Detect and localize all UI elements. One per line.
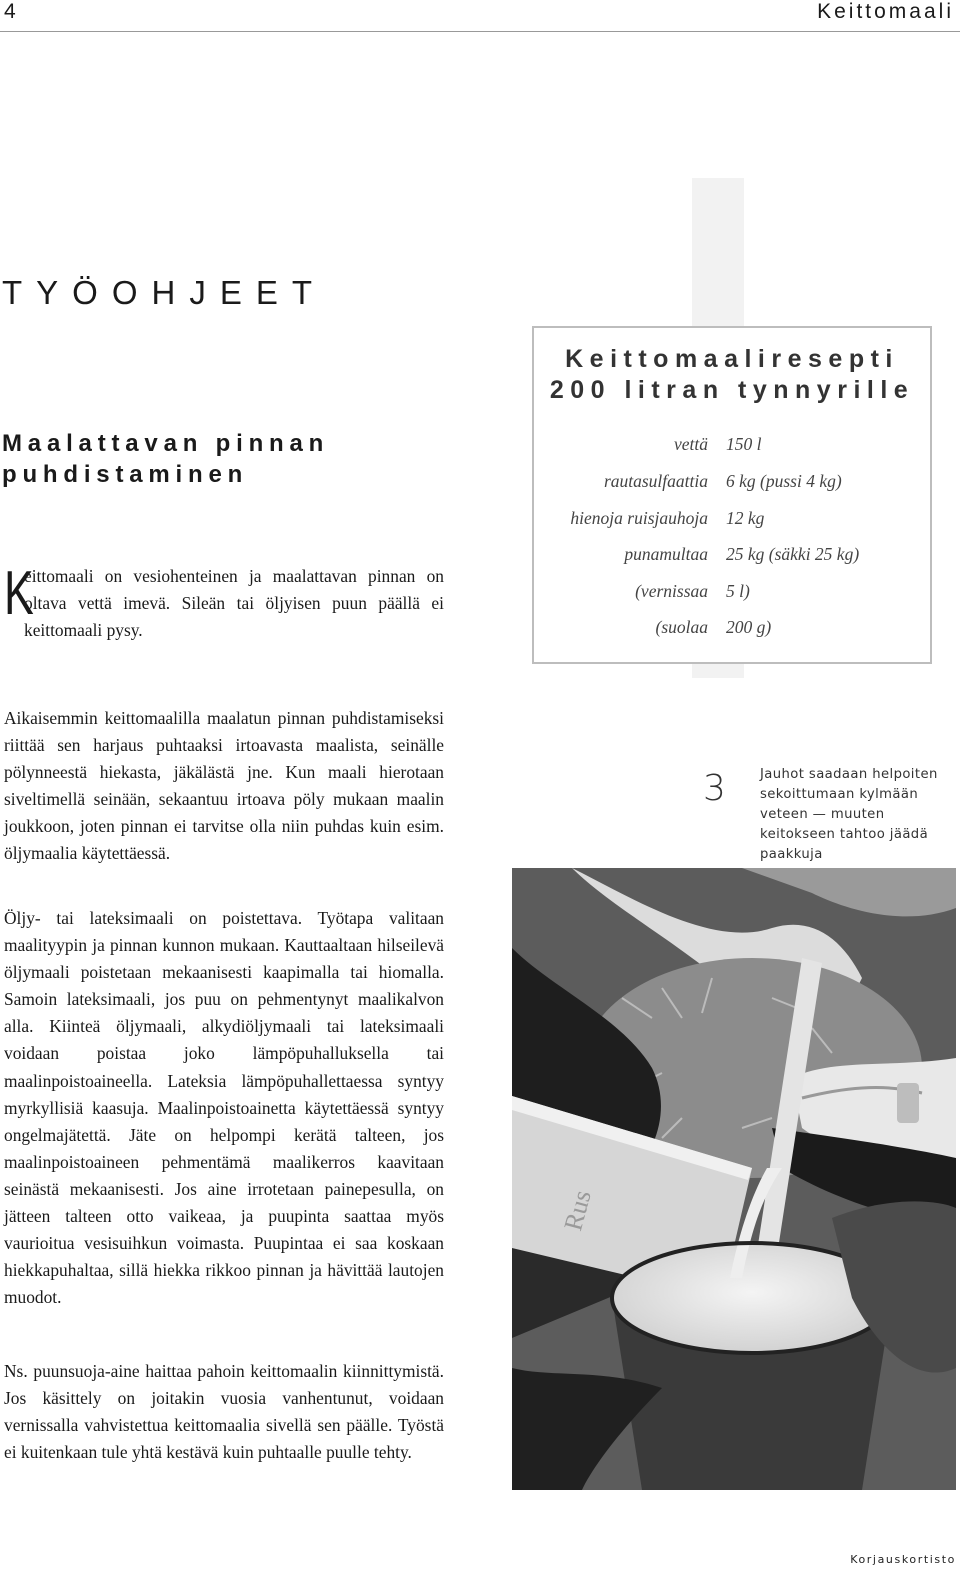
subheading	[2, 428, 329, 490]
ingredient-amount: 12 kg	[726, 508, 765, 528]
ingredient-amount: 150 l	[726, 434, 762, 454]
ingredient-name: (vernissaa	[635, 581, 708, 601]
caption-text: Jauhot saadaan helpoiten sekoittumaan kylmään veteen — muuten keitokseen tahtoo jäädä paakkuja	[760, 767, 938, 862]
paragraph-3: Öljy- tai lateksimaali on poistettava. Työtapa valitaan maalityypin ja pinnan kunnon mukaan. Kauttaaltaan hilseilevä öljymaali poistetaan mekaanisesti kaapimalla tai hiomalla. Samoin lateksimaali, jos puu on pehmentynyt maalikalvon alla. Kiinteä öljymaali, alkydiöljymaali tai lateksimaali voidaan poistaa joko lämpöpuhalluksella tai maalinpoistoaineella. Lateksia lämpöpuhallettaessa syntyy myrkyllisiä kaasuja. Maalinpoistoainetta käytettäessä syntyy ongelmajätettä. Jäte on helpompi kerätä talteen, jos maalinpoistoaineen pehmentämä maalikerros kaavitaan seinästä mekaanisesti. Jos aine irrotetaan painepesulla, on jätteen talteen otto vaikeaa, ja puupinta saattaa myös vaurioitua vesisuihkun voimasta. Puupintaa ei saa koskaan hiekkapuhaltaa, sillä hiekka rikkoo pinnan ja hävittää lautojen muodot.	[4, 908, 444, 1308]
paragraph-1	[4, 559, 444, 644]
paragraph-2: Aikaisemmin keittomaalilla maalatun pinnan puhdistamiseksi riittää sen harjaus puhtaaksi irtoavasta maalista, seinälle pölynneestä hiekasta, jäkälästä jne. Kun maali hierotaan siveltimellä seinään, sekaantuu irtoava pöly mukaan maalin joukkoon, joten pinnan ei tarvitse olla niin puhdas kuin esim. öljymaalia käytettäessä.	[4, 708, 444, 864]
recipe-box	[532, 326, 932, 664]
recipe-title	[534, 344, 930, 406]
ingredient-name: (suolaa	[655, 617, 708, 637]
ingredient-amount: 5 l)	[726, 581, 750, 601]
page-number: 4	[4, 0, 16, 23]
ingredient-name: punamultaa	[624, 544, 708, 564]
ingredient-name: hienoja ruisjauhoja	[570, 508, 708, 528]
subheading-line-1: Maalattavan pinnan	[2, 430, 330, 457]
ingredient-name: vettä	[673, 434, 708, 454]
drop-cap: K	[4, 559, 34, 628]
ingredient-amount: 6 kg (pussi 4 kg)	[726, 471, 842, 491]
footer-title: Korjauskortisto	[850, 1553, 956, 1566]
paragraph-4: Ns. puunsuoja-aine haittaa pahoin keittomaalin kiinnittymistä. Jos käsittely on joitakin vuosia vanhentunut, voidaan vernissalla vahvistettua keittomaalia sivellä sen päälle. Työstä ei kuitenkaan tule yhtä kestävä kuin puhtaalle puulle tehty.	[4, 1361, 444, 1463]
caption-number: 3	[703, 768, 726, 809]
bag-label: Rus	[558, 1187, 597, 1234]
recipe-title-line-1: Keittomaaliresepti	[565, 345, 899, 373]
subheading-line-2: puhdistaminen	[2, 461, 249, 488]
ingredient-name: rautasulfaattia	[603, 471, 708, 491]
ingredient-amount: 25 kg (säkki 25 kg)	[726, 544, 860, 564]
running-header: Keittomaali	[817, 0, 954, 23]
photo	[512, 868, 956, 1490]
header-rule	[0, 31, 960, 32]
section-title: TYÖOHJEET	[2, 274, 327, 311]
ingredient-amount: 200 g)	[726, 617, 772, 637]
photo-illustration	[512, 868, 956, 1490]
recipe-title-line-2: 200 litran tynnyrille	[549, 376, 915, 404]
paragraph-1-text: eittomaali on vesiohenteinen ja maalattavan pinnan on oltava vettä imevä. Sileän tai öljyisen puun päällä ei keittomaali pysy.	[24, 566, 444, 641]
